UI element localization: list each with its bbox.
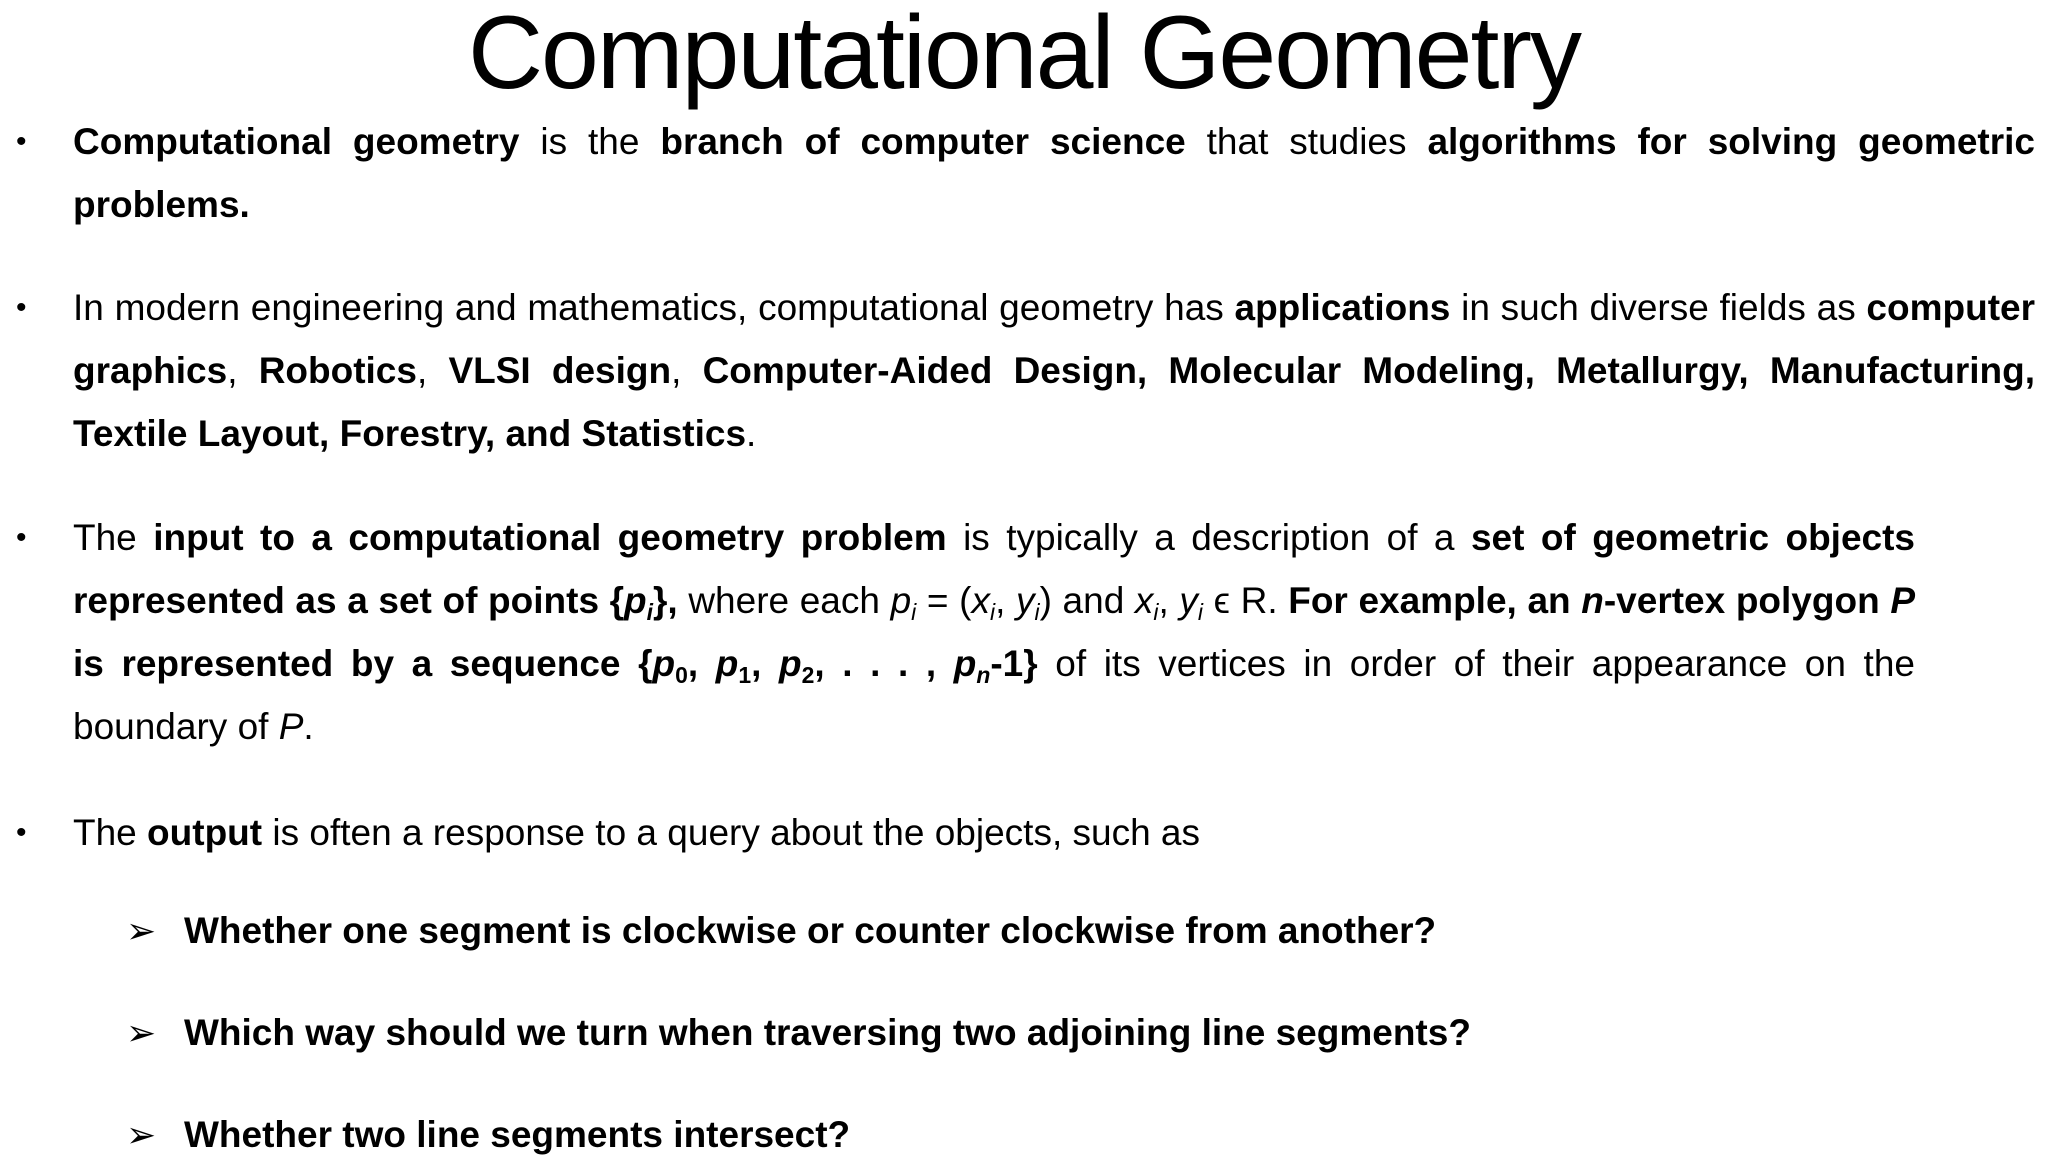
text: . (746, 413, 757, 454)
text: , (416, 350, 449, 391)
bullet-icon: • (16, 521, 27, 554)
bullet-icon: • (16, 125, 27, 158)
coordinate-symbol: $x_i$, $y_i$ (1134, 580, 1204, 626)
text: The (73, 517, 154, 558)
paragraph-output (73, 801, 2033, 864)
polygon-symbol: P (278, 706, 304, 747)
text-bold: algorithms for solving geometric problems. (73, 121, 2035, 225)
n-symbol: n (1581, 580, 1604, 621)
text-bold: branch of computer science (660, 121, 1186, 162)
text: that studies (1185, 121, 1428, 162)
text: . (303, 706, 314, 747)
text-bold: is represented by a sequence { (73, 643, 653, 684)
polygon-symbol: P (1890, 580, 1916, 621)
text: , (227, 350, 259, 391)
slide-title: Computational Geometry (467, 0, 1581, 111)
arrow-bullet-icon: ➢ (126, 910, 157, 951)
text: = ( (926, 580, 972, 621)
arrow-bullet-icon: ➢ (126, 1012, 157, 1053)
arrow-bullet-icon: ➢ (126, 1114, 157, 1155)
query-item: Whether one segment is clockwise or counter clockwise from another? (184, 910, 1437, 951)
text-bold: Robotics (258, 350, 417, 391)
text-bold: input to a computational geometry problem (153, 517, 947, 558)
text-bold: set of geometric objects represented as a set of points { (73, 517, 1916, 621)
query-item: Which way should we turn when traversing two adjoining line segments? (184, 1012, 1471, 1053)
query-item: Whether two line segments intersect? (184, 1114, 851, 1155)
text-bold: Computational geometry (73, 121, 520, 162)
text-bold: VLSI design (448, 350, 672, 391)
point-symbol: $p_i$ (624, 580, 654, 626)
text-bold: }, (653, 580, 678, 621)
paragraph-definition (73, 110, 2035, 236)
text: is often a response to a query about the objects, such as (262, 812, 1201, 853)
text: The (73, 812, 148, 853)
text-bold: Computer-Aided Design, Molecular Modeling, Metallurgy, Manufacturing, Textile Layout, Forestry, and Statistics (73, 350, 2036, 454)
text: where each (677, 580, 891, 621)
text: of its vertices in order of their appearance on the boundary of (73, 643, 1915, 747)
text-bold: output (147, 812, 263, 853)
bullet-icon: • (16, 291, 27, 324)
text-bold: For example, an (1288, 580, 1582, 621)
text-bold: computer graphics (73, 287, 2035, 391)
paragraph-input (73, 506, 1915, 758)
point-symbol: $p_i$ (890, 580, 917, 626)
text-bold: applications (1234, 287, 1451, 328)
text: ) and (1039, 580, 1135, 621)
text: is the (519, 121, 661, 162)
coordinate-symbol: $x_i$, $y_i$ (971, 580, 1040, 626)
text-bold: -1} (990, 643, 1038, 684)
text: is typically a description of a (946, 517, 1471, 558)
text: In modern engineering and mathematics, computational geometry has (73, 287, 1235, 328)
text-bold: -vertex polygon (1603, 580, 1880, 621)
bullet-icon: • (16, 816, 27, 849)
vertex-sequence: $p_0$, $p_1$, $p_2$, . . . , $p_n$ (652, 643, 991, 689)
text: , (671, 350, 703, 391)
paragraph-applications (73, 276, 2035, 465)
text: in such diverse fields as (1450, 287, 1867, 328)
text: ϵ R. (1213, 580, 1289, 621)
